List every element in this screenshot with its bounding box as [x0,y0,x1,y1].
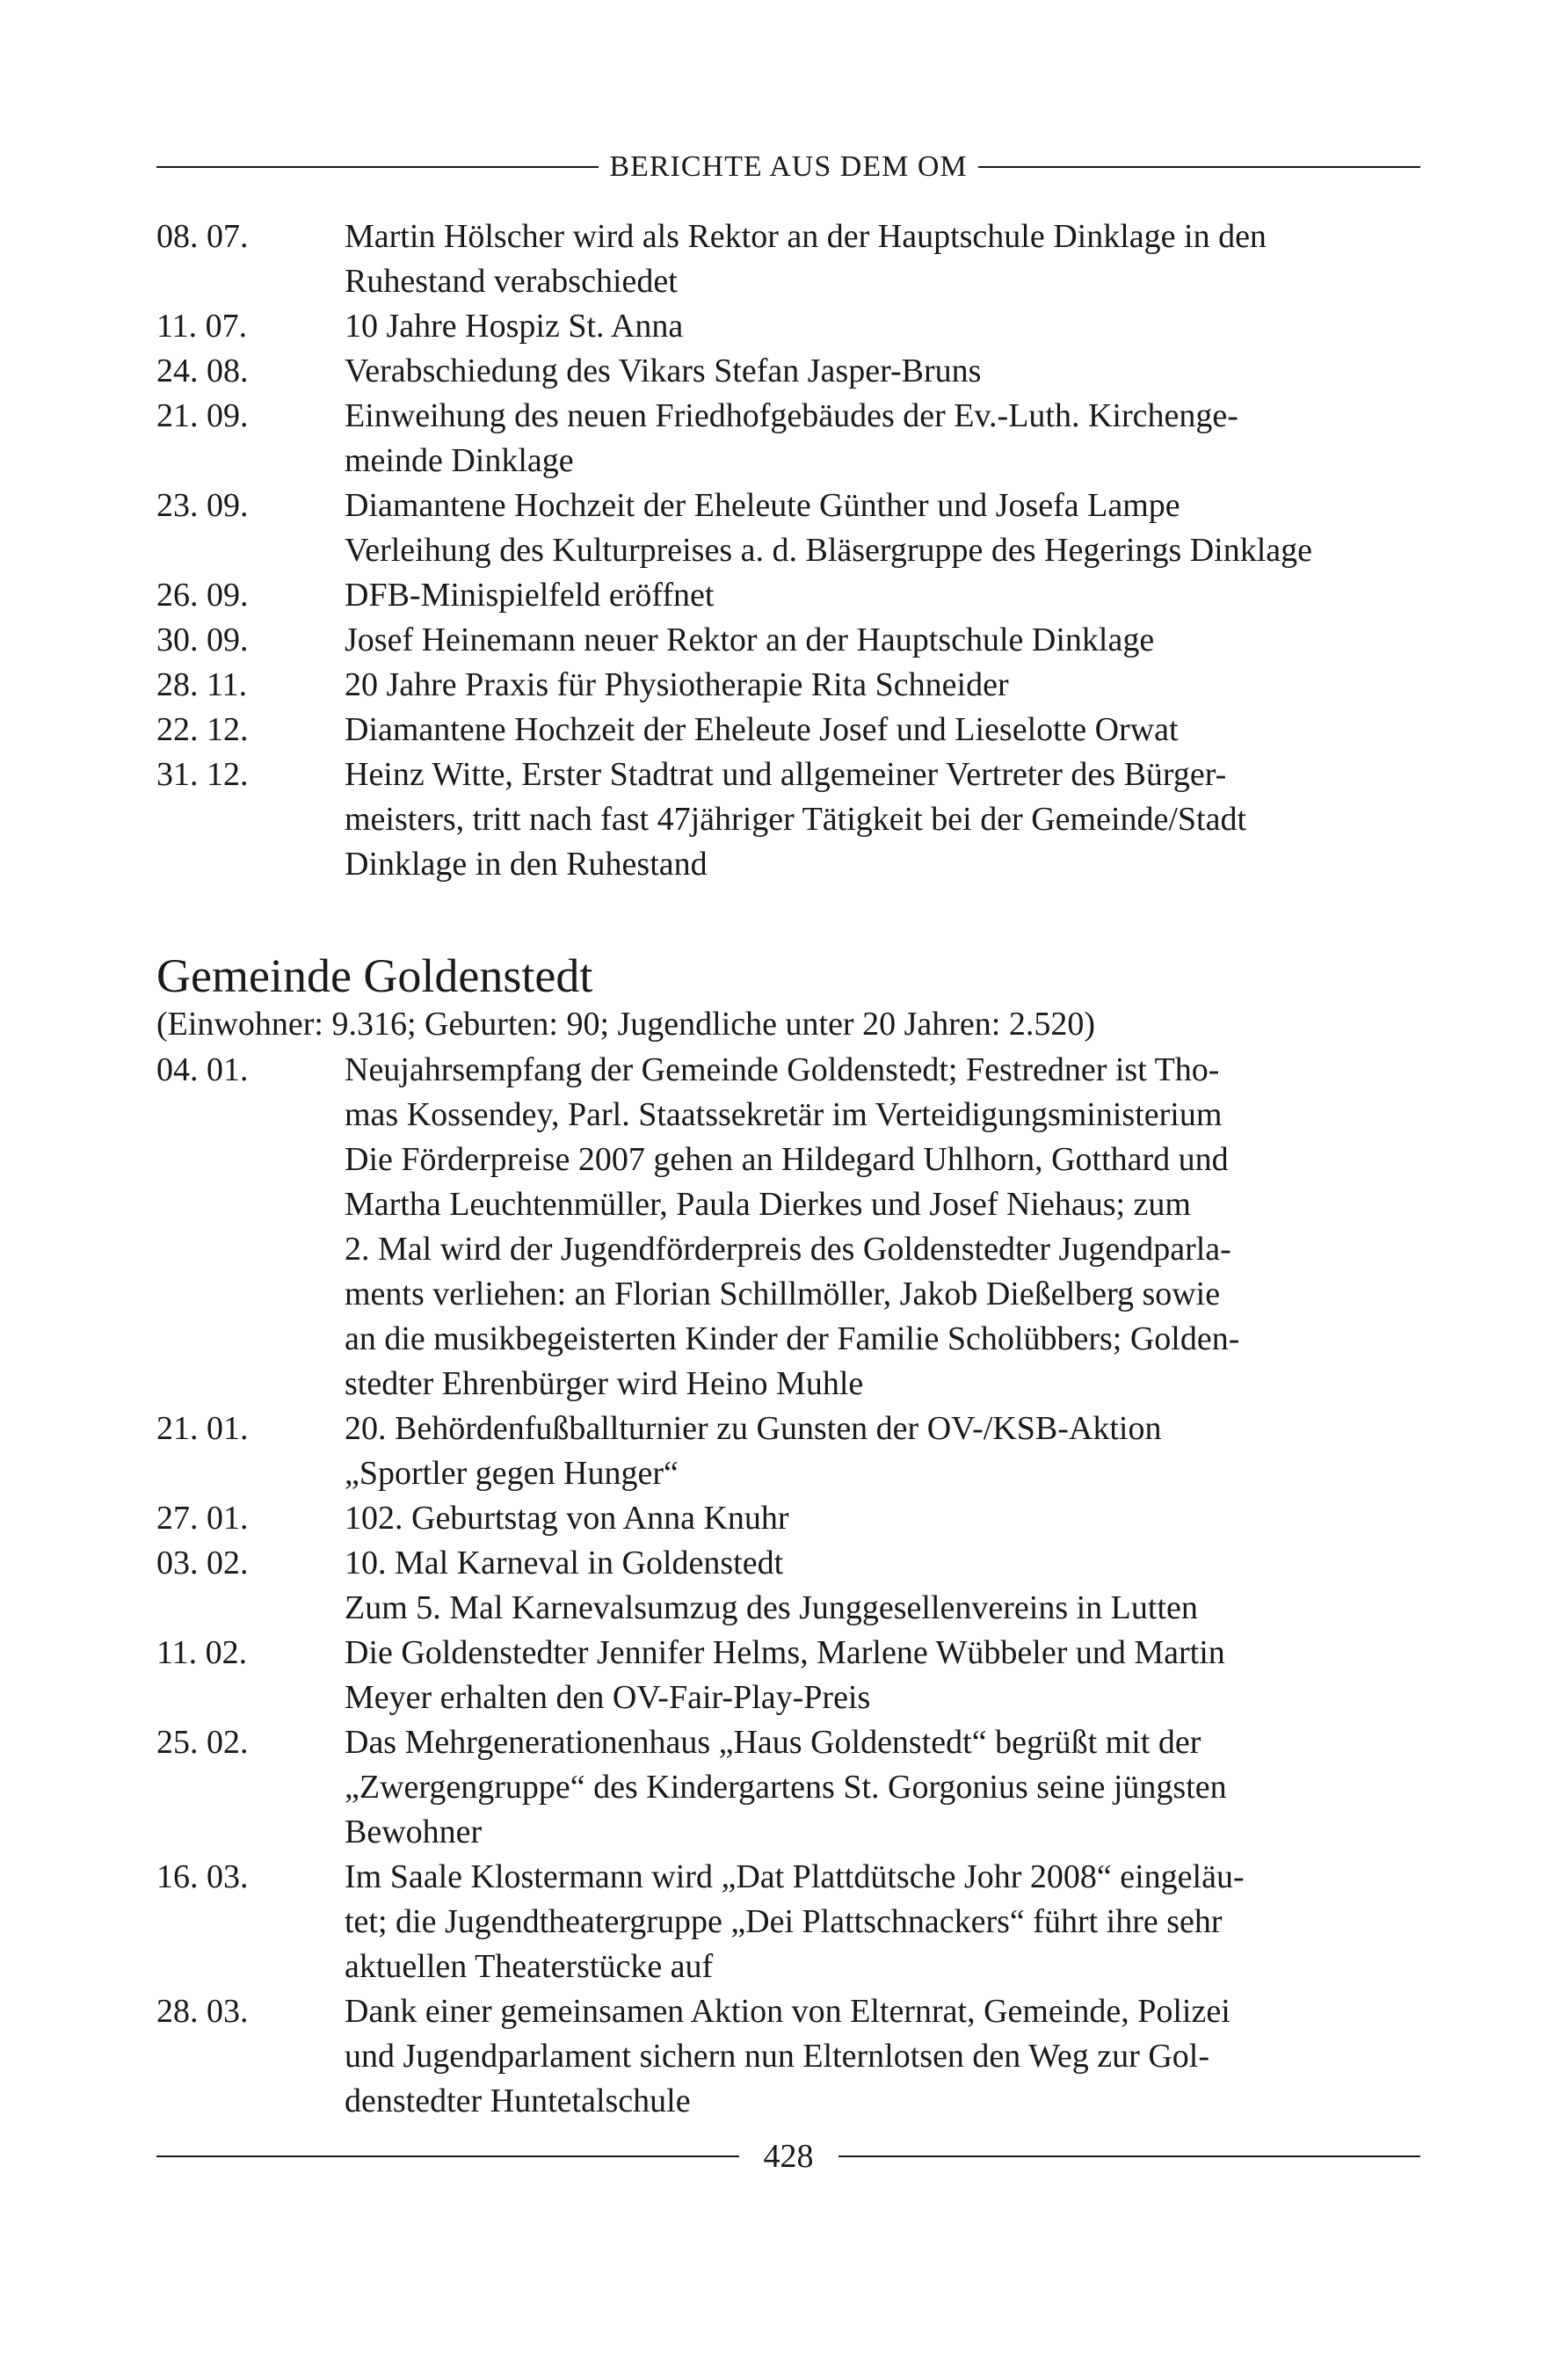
chronicle-entry [156,483,1422,573]
chronicle-entry [156,1855,1422,1989]
entry-date: 23. 09. [156,487,249,524]
header-rule-left [156,166,599,168]
entry-date: 30. 09. [156,622,249,658]
entry-date: 24. 08. [156,353,249,389]
chronicle-entry [156,663,1422,708]
section-subtitle: (Einwohner: 9.316; Geburten: 90; Jugendliche unter 20 Jahren: 2.520) [156,1006,1095,1043]
chronicle-entry [156,1631,1422,1720]
running-header-title: BERICHTE AUS DEM OM [609,150,968,183]
chronicle-entry [156,618,1422,663]
entry-date: 31. 12. [156,756,249,793]
entry-date: 11. 02. [156,1634,248,1671]
page-footer [156,2134,1420,2178]
entry-date: 22. 12. [156,711,249,748]
entry-text: 102. Geburtstag von Anna Knuhr [345,1500,789,1537]
entry-text: Dank einer gemeinsamen Aktion von Elternrat, Gemeinde, Polizei und Jugendparlament sichern nun Elternlotsen den Weg zur Gol- denstedter Huntetalschule [345,1993,1230,2119]
header-rule-right [978,166,1420,168]
entry-date: 21. 01. [156,1410,249,1447]
entry-date: 04. 01. [156,1051,249,1088]
entry-text: Heinz Witte, Erster Stadtrat und allgemeiner Vertreter des Bürger- meisters, tritt nach fast 47jähriger Tätigkeit bei der Gemeinde/Stadt Dinklage in den Ruhestand [345,756,1247,883]
footer-rule-left [156,2156,739,2157]
section-title: Gemeinde Goldenstedt [156,949,593,1002]
entry-date: 21. 09. [156,397,249,434]
page-number: 428 [763,2138,814,2175]
entry-date: 25. 02. [156,1724,249,1761]
footer-rule-right [838,2156,1421,2157]
entry-text: Diamantene Hochzeit der Eheleute Josef und Lieselotte Orwat [345,711,1179,748]
entry-text: 20. Behördenfußballturnier zu Gunsten der OV-/KSB-Aktion „Sportler gegen Hunger“ [345,1410,1162,1492]
entry-text: Diamantene Hochzeit der Eheleute Günther und Josefa Lampe Verleihung des Kulturpreises a. d. Bläsergruppe des Hegerings Dinklage [345,487,1313,569]
chronicle-entry [156,349,1422,394]
chronicle-entry [156,1720,1422,1855]
entry-date: 26. 09. [156,577,249,614]
entry-date: 16. 03. [156,1858,249,1895]
chronicle-entry [156,1496,1422,1541]
entry-text: 20 Jahre Praxis für Physiotherapie Rita Schneider [345,666,1009,703]
entry-date: 28. 11. [156,666,248,703]
entry-date: 28. 03. [156,1993,249,2030]
chronicle-entry [156,1541,1422,1631]
entry-text: Im Saale Klostermann wird „Dat Plattdütsche Johr 2008“ eingeläu- tet; die Jugendtheatergruppe „Dei Plattschnackers“ führt ihre sehr aktuellen Theaterstücke auf [345,1858,1245,1985]
entry-text: Die Goldenstedter Jennifer Helms, Marlene Wübbeler und Martin Meyer erhalten den OV-Fair-Play-Preis [345,1634,1225,1716]
chronicle-entry [156,394,1422,483]
entry-text: Verabschiedung des Vikars Stefan Jasper-Bruns [345,353,982,389]
entry-date: 08. 07. [156,218,249,255]
entry-text: Josef Heinemann neuer Rektor an der Hauptschule Dinklage [345,622,1155,658]
entry-text: Einweihung des neuen Friedhofgebäudes der Ev.-Luth. Kirchenge- meinde Dinklage [345,397,1238,479]
entry-text: Neujahrsempfang der Gemeinde Goldenstedt; Festredner ist Tho- mas Kossendey, Parl. Staatssekretär im Verteidigungsministerium Die Förderpreise 2007 gehen an Hildegard Uhlhorn, Gotthard und Martha Leuchtenmüller, Paula Dierkes und Josef Niehaus; zum 2. Mal wird der Jugendförderpreis des Goldenstedter Jugendparla- ments verliehen: an Florian Schillmöller, Jakob Dießelberg sowie an die musikbegeisterten Kinder der Familie Scholübbers; Golden- stedter Ehrenbürger wird Heino Muhle [345,1051,1240,1402]
chronicle-list-dinklage [156,214,1422,887]
entry-date: 03. 02. [156,1545,249,1581]
running-header [156,145,1420,189]
chronicle-entry [156,304,1422,349]
chronicle-list-goldenstedt [156,1048,1422,2124]
entry-date: 27. 01. [156,1500,249,1537]
entry-date: 11. 07. [156,308,248,345]
chronicle-entry [156,1407,1422,1496]
chronicle-entry [156,214,1422,304]
entry-text: Martin Hölscher wird als Rektor an der Hauptschule Dinklage in den Ruhestand verabschiedet [345,218,1267,300]
chronicle-entry [156,1048,1422,1407]
entry-text: DFB-Minispielfeld eröffnet [345,577,715,614]
entry-text: 10. Mal Karneval in Goldenstedt Zum 5. Mal Karnevalsumzug des Junggesellenvereins in Lutten [345,1545,1198,1626]
chronicle-entry [156,1989,1422,2124]
entry-text: 10 Jahre Hospiz St. Anna [345,308,684,345]
chronicle-entry [156,708,1422,752]
entry-text: Das Mehrgenerationenhaus „Haus Goldenstedt“ begrüßt mit der „Zwergengruppe“ des Kindergartens St. Gorgonius seine jüngsten Bewohner [345,1724,1227,1850]
chronicle-entry [156,752,1422,887]
chronicle-entry [156,573,1422,618]
